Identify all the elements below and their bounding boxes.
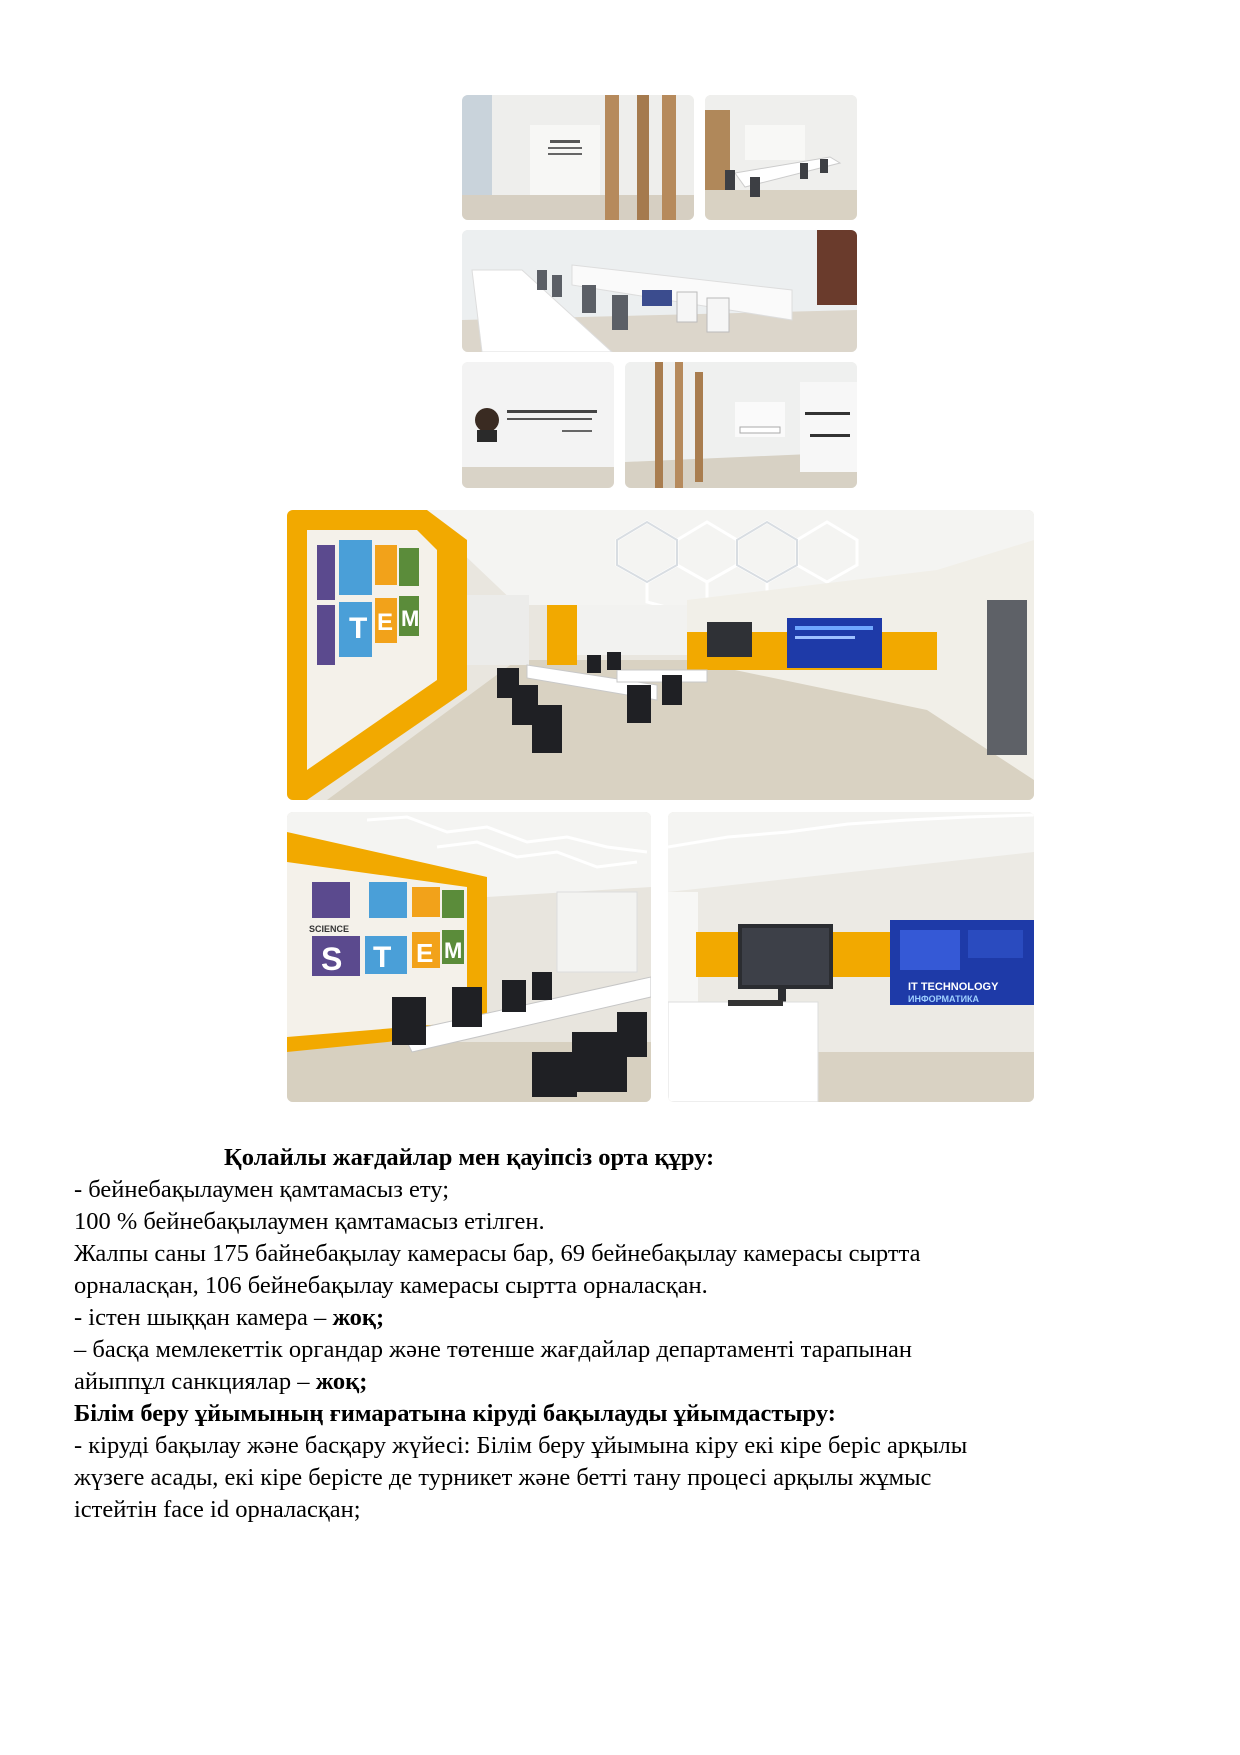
line-access-control-c: істейтін face id орналасқан; [74,1496,361,1523]
banner-title: IT TECHNOLOGY [908,981,999,993]
mural-letter-t2: T [373,941,392,974]
line-camera-count-b: орналасқан, 106 бейнебақылау камерасы сыртта орналасқан. [74,1272,708,1299]
broken-cameras-value: жоқ; [332,1304,385,1331]
mural-letter-e: E [377,609,394,636]
line-access-control-a: - кіруді бақылау және басқару жүйесі: Білім беру ұйымына кіру екі кіре беріс арқылы [74,1432,968,1459]
photo-corridor [462,95,694,220]
section-heading: Қолайлы жағдайлар мен қауіпсіз орта құру: [224,1144,715,1171]
photo-corridor-2 [625,362,857,488]
line-broken-cameras [74,1302,1174,1334]
subheading-text: Білім беру ұйымының ғимаратына кіруді бақылауды ұйымдастыру: [74,1400,836,1427]
photo-it-corner [668,812,1034,1102]
mural-letter-e2: E [416,938,434,968]
photo-stem-room [287,812,651,1102]
banner-subtitle: ИНФОРМАТИКА [908,994,980,1004]
line-coverage: 100 % бейнебақылаумен қамтамасыз етілген. [74,1208,545,1235]
line-access-control-b: жүзеге асады, екі кіре берісте де турникет және бетті тану процесі арқылы жұмыс [74,1464,932,1491]
photo-classroom-desks [462,230,857,352]
photo-portrait-wall [462,362,614,488]
mural-letter-m2: M [444,938,463,963]
line-video-surveillance: - бейнебақылаумен қамтамасыз ету; [74,1176,450,1203]
line-camera-count-a: Жалпы саны 175 байнебақылау камерасы бар, 69 бейнебақылау камерасы сыртта [74,1240,921,1267]
photo-stem-room-wide [287,510,1034,800]
mural-caption-science: SCIENCE [309,924,350,934]
sanctions-value: жоқ; [315,1368,368,1395]
text-section [74,1142,1174,1526]
sanctions-label: айыппұл санкциялар – [74,1368,316,1395]
mural-letter-m: M [401,606,420,631]
line-sanctions-a: – басқа мемлекеттік органдар және төтенше жағдайлар департаменті тарапынан [74,1336,912,1363]
mural-letter-s: S [321,941,343,977]
mural-letter-t: T [349,612,368,645]
photo-meeting-room [705,95,857,220]
line-sanctions-b [74,1366,1174,1398]
broken-cameras-label: - істен шыққан камера – [74,1304,333,1331]
section-subheading [74,1398,1174,1430]
